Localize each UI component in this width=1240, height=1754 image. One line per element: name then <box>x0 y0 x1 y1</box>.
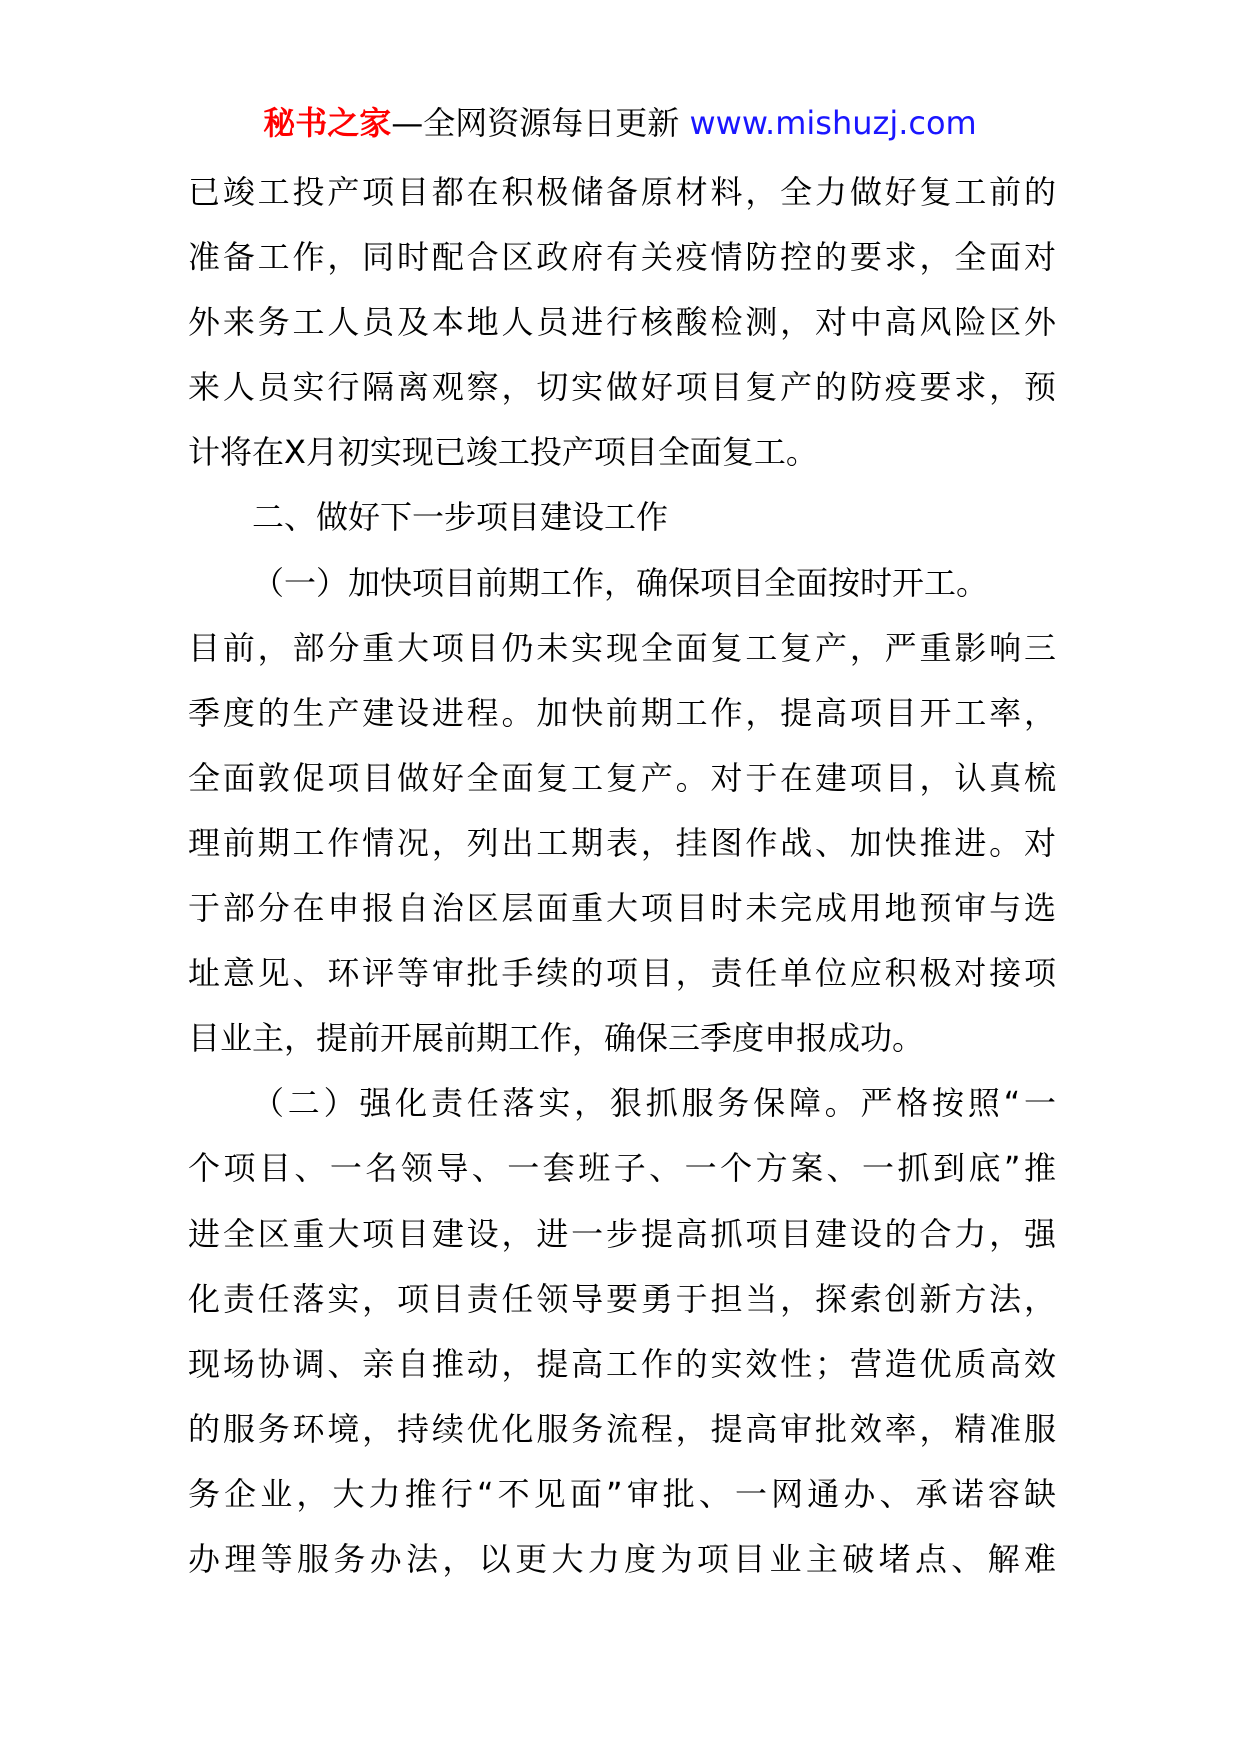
paragraph-line: 已竣工投产项目都在积极储备原材料，全力做好复工前的 <box>188 173 1056 211</box>
paragraph-line: 个项目、一名领导、一套班子、一个方案、一抓到底”推 <box>188 1149 1056 1188</box>
paragraph-line: 理前期工作情况，列出工期表，挂图作战、加快推进。对 <box>188 823 1056 862</box>
paragraph-line: 外来务工人员及本地人员进行核酸检测，对中高风险区外 <box>188 303 1056 342</box>
site-url: www.mishuzj.com <box>689 104 977 142</box>
paragraph-line: 计将在X月初实现已竣工投产项目全面复工。 <box>188 433 818 472</box>
paragraph-line: 准备工作，同时配合区政府有关疫情防控的要求，全面对 <box>188 238 1056 277</box>
paragraph-line: 址意见、环评等审批手续的项目，责任单位应积极对接项 <box>188 954 1056 993</box>
paragraph-line: 目业主，提前开展前期工作，确保三季度申报成功。 <box>188 1019 925 1058</box>
paragraph-line: 于部分在申报自治区层面重大项目时未完成用地预审与选 <box>188 889 1056 928</box>
paragraph-line: 现场协调、亲自推动，提高工作的实效性；营造优质高效 <box>188 1344 1056 1383</box>
subsection-heading: （一）加快项目前期工作，确保项目全面按时开工。 <box>252 563 989 602</box>
paragraph-line: 季度的生产建设进程。加快前期工作，提高项目开工率， <box>188 693 1056 732</box>
paragraph-line: 目前，部分重大项目仍未实现全面复工复产，严重影响三 <box>188 628 1056 667</box>
watermark-header <box>0 98 1240 148</box>
paragraph-line: 务企业，大力推行“不见面”审批、一网通办、承诺容缺 <box>188 1474 1056 1513</box>
paragraph-line: 进全区重大项目建设，进一步提高抓项目建设的合力，强 <box>188 1214 1056 1253</box>
paragraph-line: 办理等服务办法，以更大力度为项目业主破堵点、解难 <box>188 1539 1056 1578</box>
subsection-heading: （二）强化责任落实，狠抓服务保障。严格按照“一 <box>252 1084 1056 1123</box>
paragraph-line: 化责任落实，项目责任领导要勇于担当，探索创新方法， <box>188 1279 1056 1318</box>
paragraph-line: 来人员实行隔离观察，切实做好项目复产的防疫要求，预 <box>188 368 1056 407</box>
site-tagline: —全网资源每日更新 <box>391 104 680 142</box>
paragraph-line: 的服务环境，持续优化服务流程，提高审批效率，精准服 <box>188 1409 1056 1448</box>
document-body <box>188 160 1056 1592</box>
section-heading: 二、做好下一步项目建设工作 <box>252 498 669 537</box>
paragraph-line: 全面敦促项目做好全面复工复产。对于在建项目，认真梳 <box>188 758 1056 797</box>
site-brand: 秘书之家 <box>263 104 392 142</box>
